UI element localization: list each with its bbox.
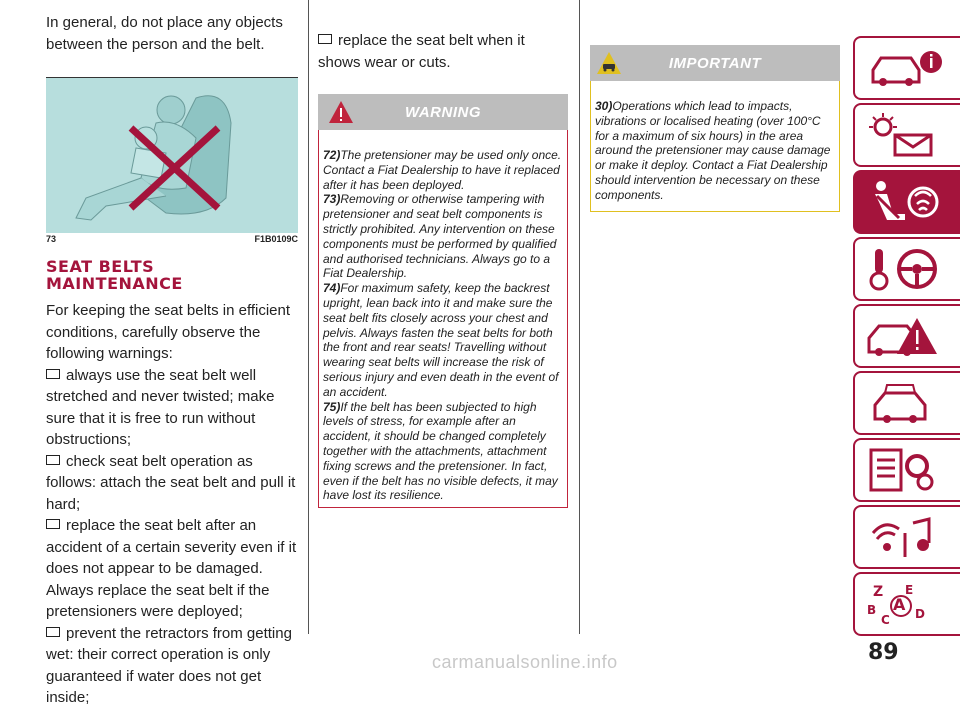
bullet-item: prevent the retractors from getting wet: their correct operation is only guaranteed if water does not get inside; <box>46 624 292 706</box>
bullet-item: replace the seat belt after an accident of a certain severity even if it does not appear to be damaged. Always replace the seat belt if the pretensioners were deployed; <box>46 517 297 620</box>
warning-item: 75)If the belt has been subjected to high levels of stress, for example after an accident, it should be changed completely together with the attachments, attachment fixing screws and the pretensioner. In fact, even if the belt has no visible defects, it may have lost its resilience. <box>323 399 558 503</box>
svg-text:C: C <box>881 613 890 627</box>
chapter-tab-index[interactable] <box>853 572 960 636</box>
intro-text: In general, do not place any objects between the person and the belt. <box>46 14 283 53</box>
figure-code: F1B0109C <box>254 234 298 244</box>
lead-text: For keeping the seat belts in efficient conditions, carefully observe the following warnings: <box>46 302 291 362</box>
warning-item: 73)Removing or otherwise tampering with pretensioner and seat belt components is strictly prohibited. Any intervention on these components must be performed by qualified and authorised technicians. Always go to a Fiat Dealership. <box>323 192 557 281</box>
chapter-tab-emergency[interactable] <box>853 304 960 368</box>
figure-number: 73 <box>46 234 57 244</box>
warning-item: 74)For maximum safety, keep the backrest upright, lean back into it and make sure the seat belt fits closely across your chest and pelvis. Always fasten the seat belts for both the front and rear seats! Travelling without wearing seat belts will increase the risk of serious injury and even death in the event of an accident. <box>323 281 559 399</box>
important-item: 30)Operations which lead to impacts, vibrations or localised heating (over 100°C for a maximum of six hours) in the area around the pretensioner may cause damage or make it deploy. Contact a Fiat Dealership should intervention be necessary on these components. <box>595 99 831 202</box>
column-divider <box>308 0 309 634</box>
svg-text:D: D <box>915 607 925 621</box>
figure-seat-belt <box>46 77 298 233</box>
child-on-lap-illustration <box>46 78 298 233</box>
section-title-line1: SEAT BELTS <box>46 257 155 276</box>
checkbox-bullet-icon <box>46 369 60 379</box>
checkbox-bullet-icon <box>46 455 60 465</box>
bullet-item: always use the seat belt well stretched and never twisted; make sure that it is free to run without obstructions; <box>46 366 275 448</box>
warning-title: WARNING <box>405 104 481 121</box>
important-header <box>590 45 840 81</box>
figure-caption <box>46 234 298 244</box>
bullet-item: check seat belt operation as follows: attach the seat belt and pull it hard; <box>46 452 296 513</box>
important-title: IMPORTANT <box>668 55 762 72</box>
warning-header <box>318 94 568 130</box>
column-divider <box>579 0 580 634</box>
svg-text:A: A <box>893 595 906 614</box>
important-box <box>590 81 840 212</box>
chapter-tab-safety[interactable] <box>853 170 960 234</box>
safety-airbag-icon <box>865 178 945 226</box>
svg-text:B: B <box>867 603 877 617</box>
chapter-tab-maintenance[interactable] <box>853 371 960 435</box>
svg-text:E: E <box>905 583 914 597</box>
svg-text:Z: Z <box>873 584 884 600</box>
chapter-tab-multimedia[interactable] <box>853 505 960 569</box>
checkbox-bullet-icon <box>318 34 332 44</box>
car-info-icon <box>865 44 945 92</box>
section-title <box>46 258 183 292</box>
checkbox-bullet-icon <box>46 627 60 637</box>
car-service-icon <box>865 379 945 427</box>
warning-box <box>318 130 568 508</box>
chapter-tab-warning-lights[interactable] <box>853 103 960 167</box>
technical-data-icon <box>865 446 945 494</box>
multimedia-icon <box>865 513 945 561</box>
chapter-tab-car-info[interactable] <box>853 36 960 100</box>
index-icon <box>865 580 945 628</box>
chapter-tab-technical-data[interactable] <box>853 438 960 502</box>
emergency-icon <box>865 312 945 360</box>
warning-lights-icon <box>865 111 945 159</box>
chapter-tab-starting-driving[interactable] <box>853 237 960 301</box>
checkbox-bullet-icon <box>46 519 60 529</box>
starting-driving-icon <box>865 245 945 293</box>
warning-item: 72)The pretensioner may be used only once. Contact a Fiat Dealership to have it replaced after it has been deployed. <box>323 148 562 192</box>
watermark-text: carmanualsonline.info <box>432 652 618 672</box>
bullet-item: replace the seat belt when it shows wear or cuts. <box>318 32 525 71</box>
section-title-line2: MAINTENANCE <box>46 274 183 293</box>
maintenance-text <box>46 300 298 709</box>
page-number: 89 <box>868 640 899 665</box>
